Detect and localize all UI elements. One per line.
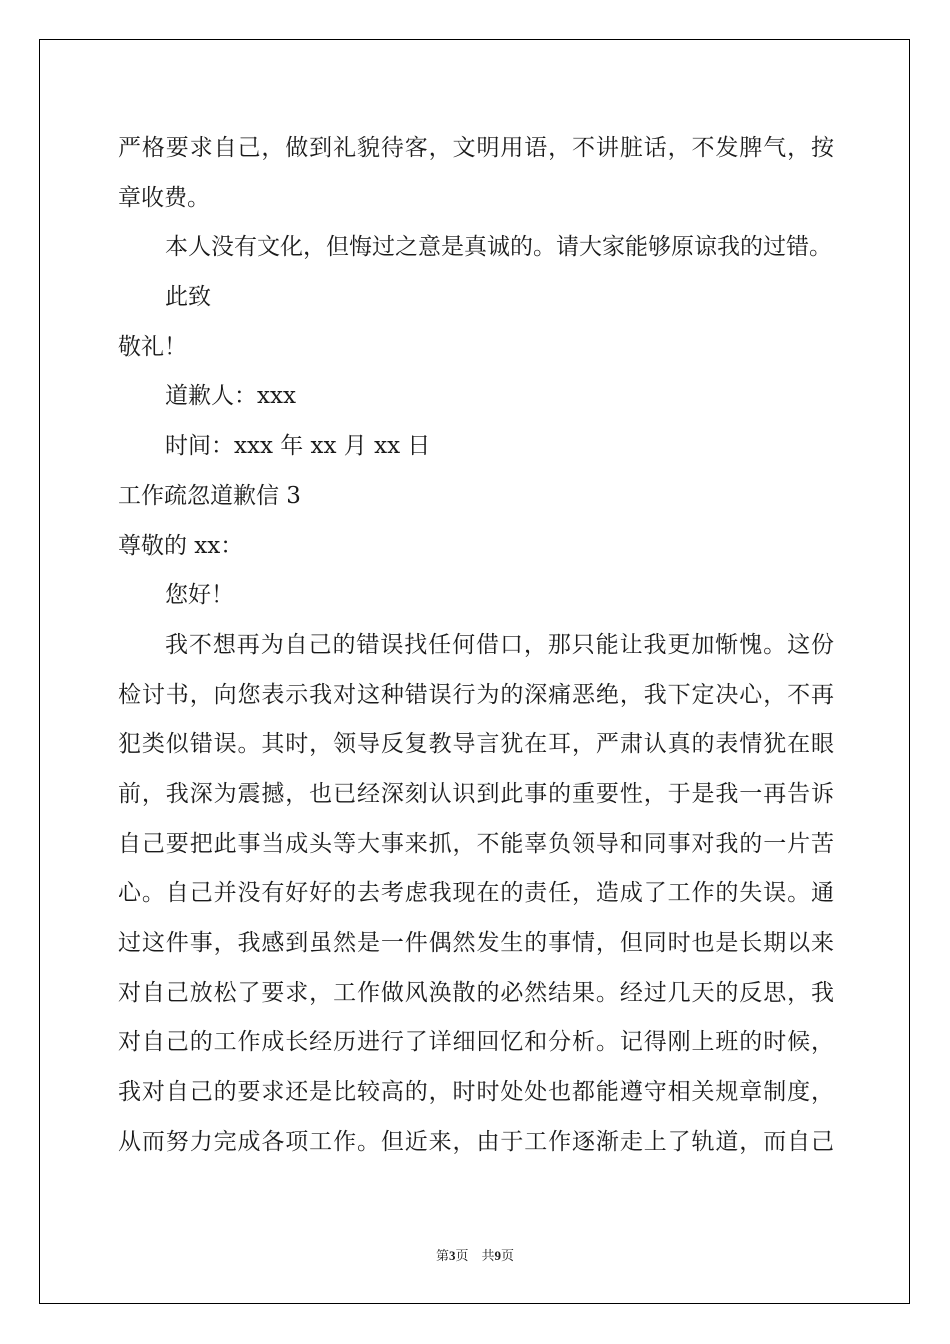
body-line: 我对自己的要求还是比较高的，时时处处也都能遵守相关规章制度，: [118, 1079, 834, 1106]
footer-total-pages: 9: [494, 1248, 501, 1263]
body-line: 严格要求自己，做到礼貌待客，文明用语，不讲脏话，不发脾气，按: [118, 135, 834, 161]
signature-date: 时间：xxx 年 xx 月 xx 日: [165, 433, 431, 460]
letter-salutation: 尊敬的 xx：: [118, 532, 244, 559]
body-line: 过这件事，我感到虽然是一件偶然发生的事情，但同时也是长期以来: [118, 930, 834, 956]
body-line: 犯类似错误。其时，领导反复教导言犹在耳，严肃认真的表情犹在眼: [118, 731, 834, 758]
body-line: 自己要把此事当成头等大事来抓，不能辜负领导和同事对我的一片苦: [118, 830, 834, 857]
page-footer: [0, 1245, 950, 1264]
body-line: 章收费。: [118, 184, 210, 211]
body-line: 我不想再为自己的错误找任何借口，那只能让我更加惭愧。这份: [165, 631, 834, 658]
document-body: [118, 124, 834, 1167]
body-line: 对自己放松了要求，工作做风涣散的必然结果。经过几天的反思，我: [118, 979, 834, 1006]
footer-suffix: 页: [501, 1249, 515, 1264]
closing-regards: 敬礼！: [118, 333, 187, 360]
footer-prefix: 第: [435, 1249, 449, 1264]
body-line: 前，我深为震撼，也已经深刻认识到此事的重要性，于是我一再告诉: [118, 780, 834, 807]
body-line: 心。自己并没有好好的去考虑我现在的责任，造成了工作的失误。通: [118, 880, 834, 907]
footer-page-number: 3: [448, 1248, 456, 1263]
body-line: 检讨书，向您表示我对这种错误行为的深痛恶绝，我下定决心，不再: [118, 681, 834, 708]
footer-middle: 页 共: [455, 1249, 495, 1264]
closing-salutation: 此致: [165, 284, 211, 311]
body-line: 对自己的工作成长经历进行了详细回忆和分析。记得刚上班的时候，: [118, 1029, 834, 1056]
body-line: 本人没有文化，但悔过之意是真诚的。请大家能够原谅我的过错。: [165, 234, 832, 261]
body-line: 从而努力完成各项工作。但近来，由于工作逐渐走上了轨道，而自己: [118, 1128, 834, 1155]
section-title: 工作疏忽道歉信 3: [118, 482, 301, 509]
greeting: 您好！: [165, 582, 234, 609]
signature-author: 道歉人：xxx: [165, 383, 296, 410]
